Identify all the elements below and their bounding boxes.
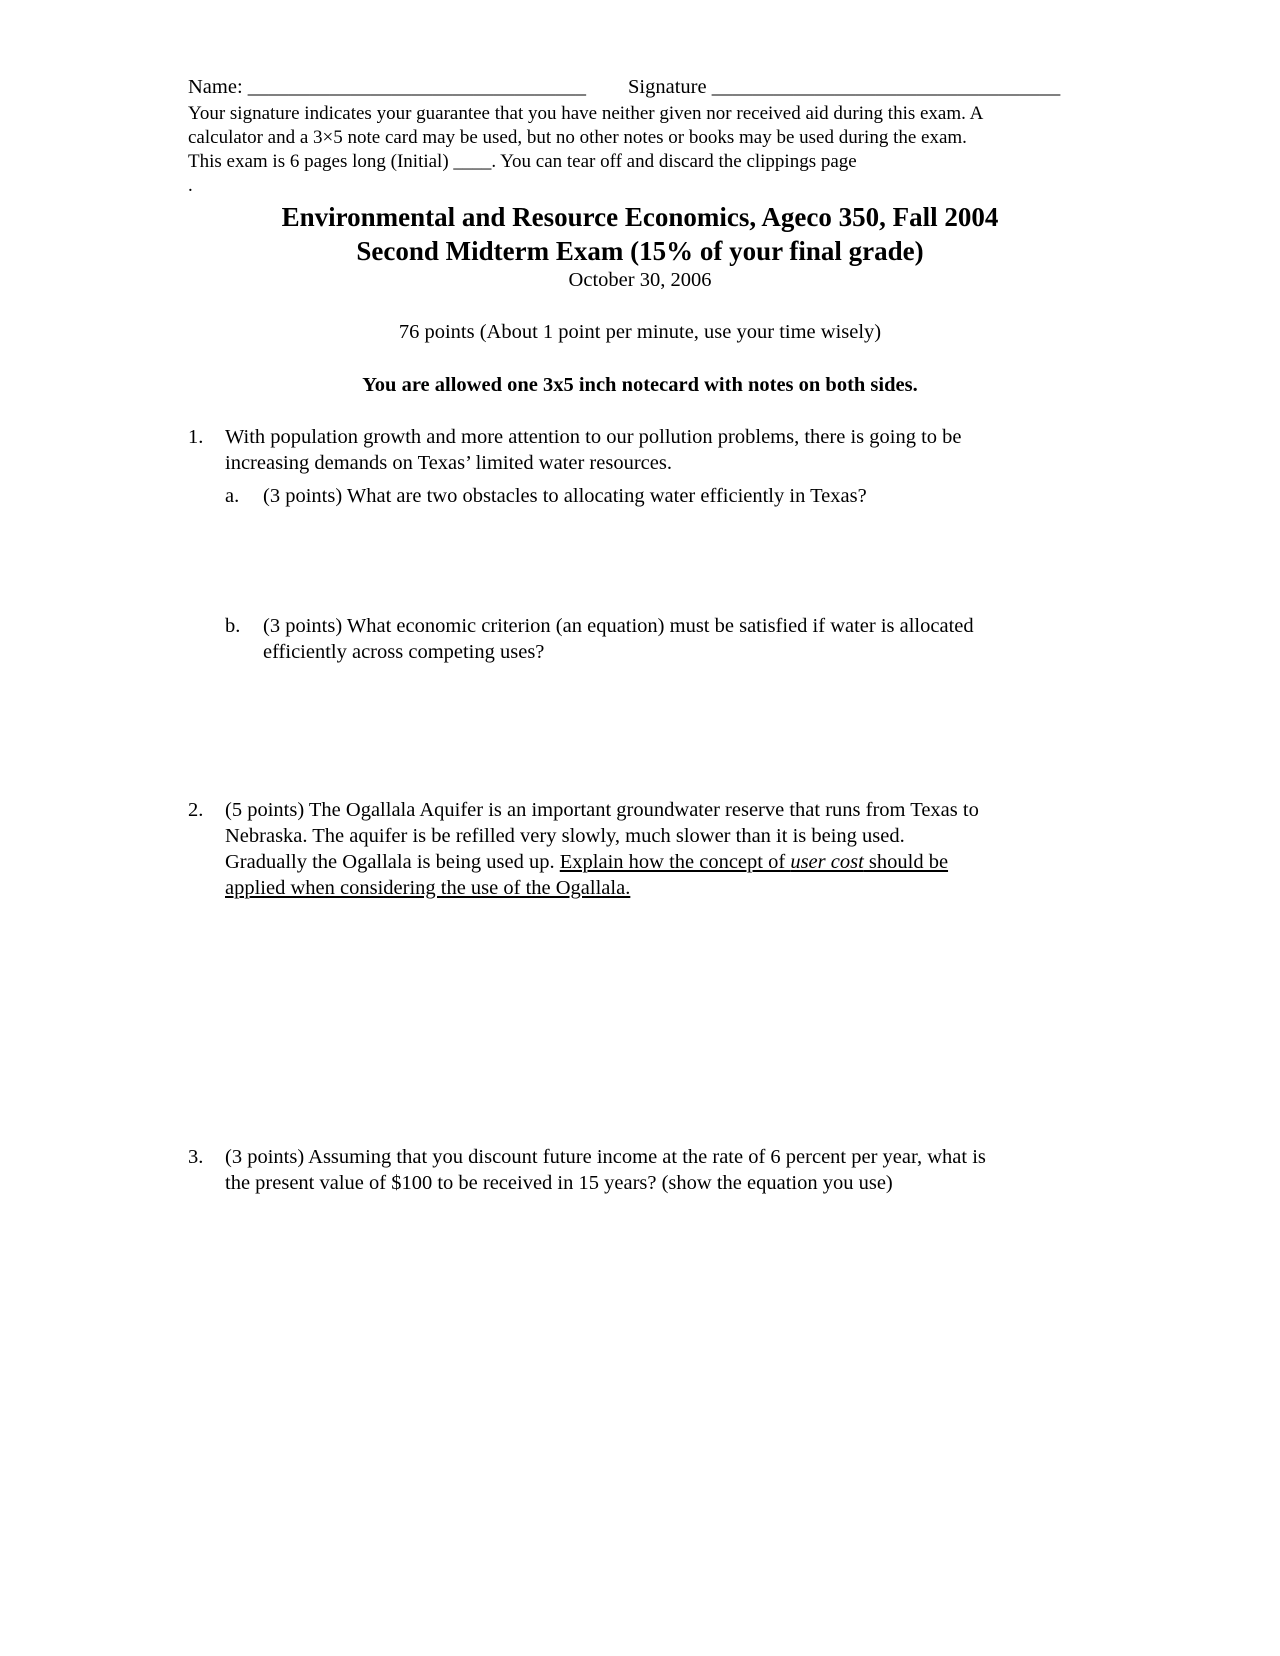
q3-number: 3. [188, 1146, 204, 1168]
q3-text-line-1: (3 points) Assuming that you discount future income at the rate of 6 percent per year, what is [225, 1146, 986, 1168]
q2-user-cost-term: user cost [790, 851, 864, 873]
q1-text-line-1: With population growth and more attention to our pollution problems, there is going to be [225, 426, 962, 448]
q2-line3-plain: Gradually the Ogallala is being used up. [225, 851, 560, 873]
stray-dot: . [188, 175, 193, 196]
q2-text-line-3 [225, 849, 948, 875]
name-line [188, 74, 586, 100]
notecard-note: You are allowed one 3x5 inch notecard with notes on both sides. [362, 374, 918, 396]
q1a-label: a. [225, 485, 240, 507]
q1-text-line-2: increasing demands on Texas’ limited water resources. [225, 452, 672, 474]
q1-number: 1. [188, 426, 204, 448]
name-blank: _________________________________ [247, 76, 587, 98]
exam-date: October 30, 2006 [568, 269, 712, 291]
q2-line3-underlined: Explain how the concept of [559, 851, 791, 873]
instruction-line-3: This exam is 6 pages long (Initial) ____. You can tear off and discard the clippings page [188, 151, 857, 172]
q2-text-line-2: Nebraska. The aquifer is be refilled very slowly, much slower than it is being used. [225, 825, 905, 847]
signature-line [628, 74, 1060, 100]
points-note: 76 points (About 1 point per minute, use your time wisely) [398, 321, 882, 343]
instruction-line-1: Your signature indicates your guarantee that you have neither given nor received aid during this exam. A [188, 103, 984, 124]
q1b-text-line-2: efficiently across competing uses? [263, 641, 545, 663]
exam-subtitle: Second Midterm Exam (15% of your final grade) [356, 236, 924, 266]
q2-text-line-1: (5 points) The Ogallala Aquifer is an important groundwater reserve that runs from Texas to [225, 799, 979, 821]
exam-title: Environmental and Resource Economics, Ageco 350, Fall 2004 [281, 202, 999, 232]
name-label: Name: [188, 76, 243, 98]
instruction-line-2: calculator and a 3×5 note card may be used, but no other notes or books may be used during the exam. [188, 127, 967, 148]
q1b-text-line-1: (3 points) What economic criterion (an equation) must be satisfied if water is allocated [263, 615, 974, 637]
signature-blank: __________________________________ [711, 76, 1061, 98]
q3-text-line-2: the present value of $100 to be received in 15 years? (show the equation you use) [225, 1172, 893, 1194]
q2-line3-underlined-end: should be [863, 851, 949, 873]
signature-label: Signature [628, 76, 707, 98]
q1a-text: (3 points) What are two obstacles to allocating water efficiently in Texas? [263, 485, 867, 507]
q2-text-line-4: applied when considering the use of the Ogallala. [225, 877, 631, 899]
q2-number: 2. [188, 799, 204, 821]
q1b-label: b. [225, 615, 241, 637]
